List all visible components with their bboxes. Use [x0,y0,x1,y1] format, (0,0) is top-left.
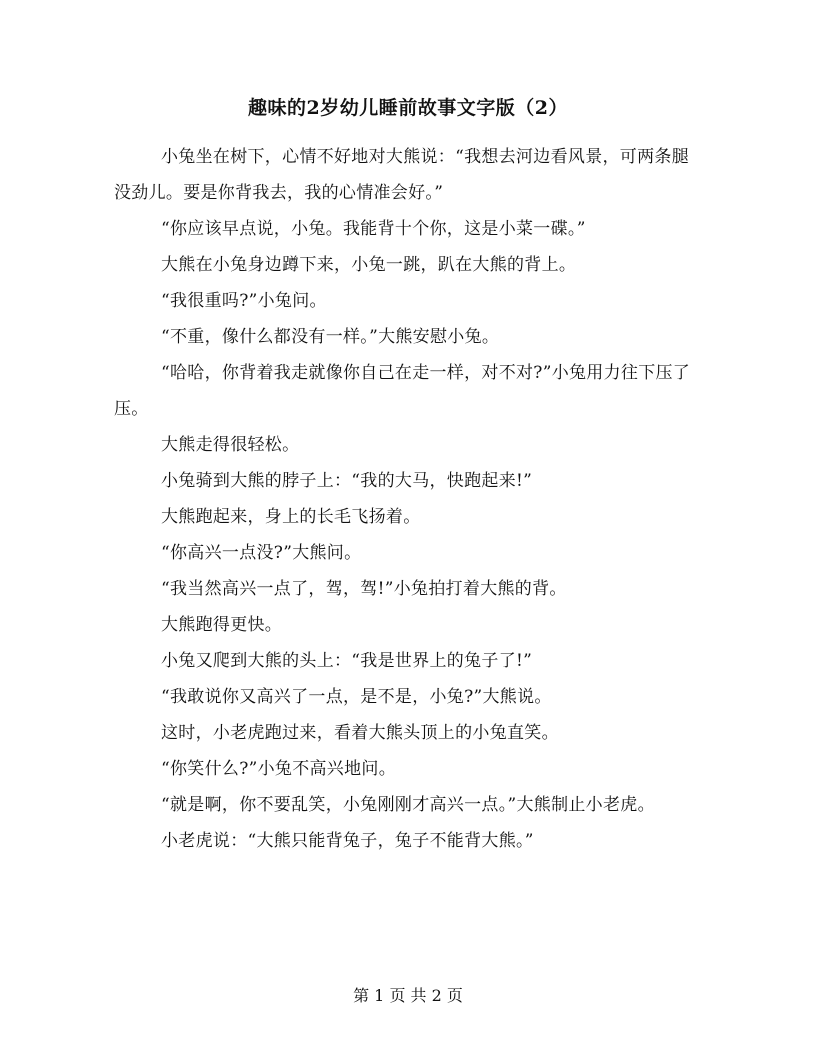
paragraph: 大熊跑起来，身上的长毛飞扬着。 [161,507,421,527]
paragraph: “我当然高兴一点了，驾，驾!”小兔拍打着大熊的背。 [161,579,567,599]
paragraph: 小老虎说：“大熊只能背兔子，兔子不能背大熊。” [161,831,534,851]
paragraph: 大熊走得很轻松。 [161,435,300,455]
paragraph: “你笑什么?”小兔不高兴地问。 [161,759,396,779]
paragraph: “哈哈，你背着我走就像你自己在走一样，对不对?”小兔用力往下压了压。 [114,363,691,419]
paragraph: 小兔骑到大熊的脖子上：“我的大马，快跑起来!” [161,471,533,491]
paragraph: 小兔又爬到大熊的头上：“我是世界上的兔子了!” [161,651,533,671]
paragraph: “你高兴一点没?”大熊问。 [161,543,362,563]
paragraph: “就是啊，你不要乱笑，小兔刚刚才高兴一点。”大熊制止小老虎。 [161,795,655,815]
paragraph: “你应该早点说，小兔。我能背十个你，这是小菜一碟。” [161,219,586,239]
paragraph: 小兔坐在树下，心情不好地对大熊说：“我想去河边看风景，可两条腿没劲儿。要是你背我去，我的心情准会好。” [114,147,689,203]
page-title: 趣味的2岁幼儿睡前故事文字版（2） [248,97,568,119]
page-number-footer: 第 1 页 共 2 页 [353,986,463,1005]
paragraph: 大熊跑得更快。 [161,615,283,635]
paragraph: “不重，像什么都没有一样。”大熊安慰小兔。 [161,327,500,347]
paragraph: “我敢说你又高兴了一点，是不是，小兔?”大熊说。 [161,687,552,707]
paragraph: 这时，小老虎跑过来，看着大熊头顶上的小兔直笑。 [161,723,559,743]
paragraph: “我很重吗?”小兔问。 [161,291,327,311]
story-body [114,139,696,859]
paragraph: 大熊在小兔身边蹲下来，小兔一跳，趴在大熊的背上。 [161,255,577,275]
